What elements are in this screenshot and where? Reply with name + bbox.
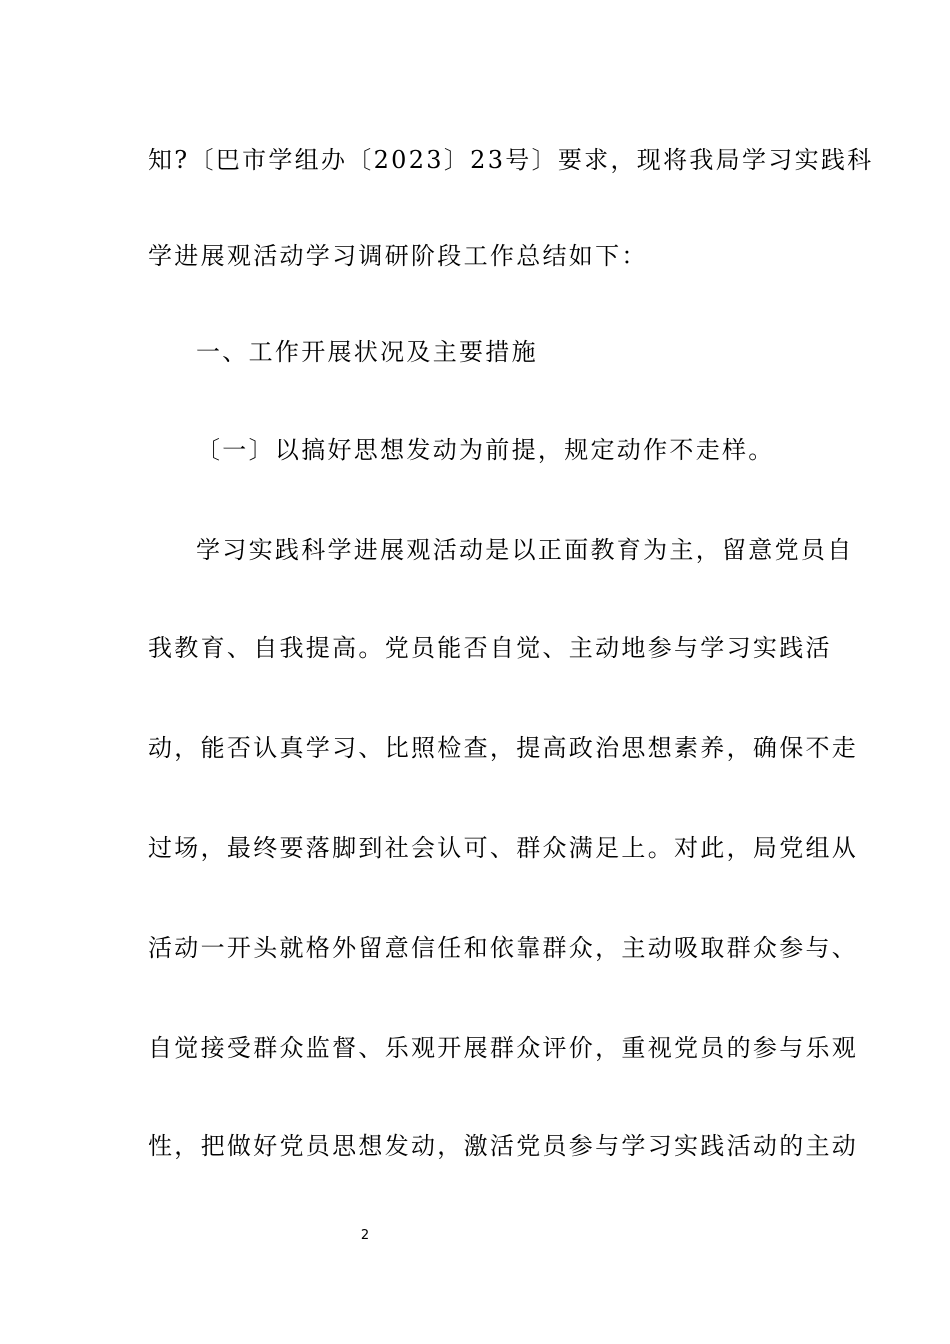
body-text-line: 我教育、自我提高。党员能否自觉、主动地参与学习实践活 [148, 634, 832, 662]
body-text-line: 活动一开头就格外留意信任和依靠群众，主动吸取群众参与、 [148, 934, 859, 962]
body-text-line: 性，把做好党员思想发动，激活党员参与学习实践活动的主动 [148, 1132, 859, 1160]
body-text-line: 学进展观活动学习调研阶段工作总结如下： [148, 242, 648, 270]
body-text-line: 过场，最终要落脚到社会认可、群众满足上。对此，局党组从 [148, 834, 859, 862]
body-text-line: 自觉接受群众监督、乐观开展群众评价，重视党员的参与乐观 [148, 1034, 859, 1062]
section-heading: 一、工作开展状况及主要措施 [196, 338, 538, 366]
paragraph-first-line: 学习实践科学进展观活动是以正面教育为主，留意党员自 [196, 536, 854, 564]
body-text-line: 动，能否认真学习、比照检查，提高政治思想素养，确保不走 [148, 734, 859, 762]
body-text-line: 知?〔巴市学组办〔2023〕23号〕要求，现将我局学习实践科 [148, 146, 874, 174]
subsection-heading: 〔一〕以搞好思想发动为前提，规定动作不走样。 [196, 436, 775, 464]
page-number: 2 [360, 1228, 370, 1243]
